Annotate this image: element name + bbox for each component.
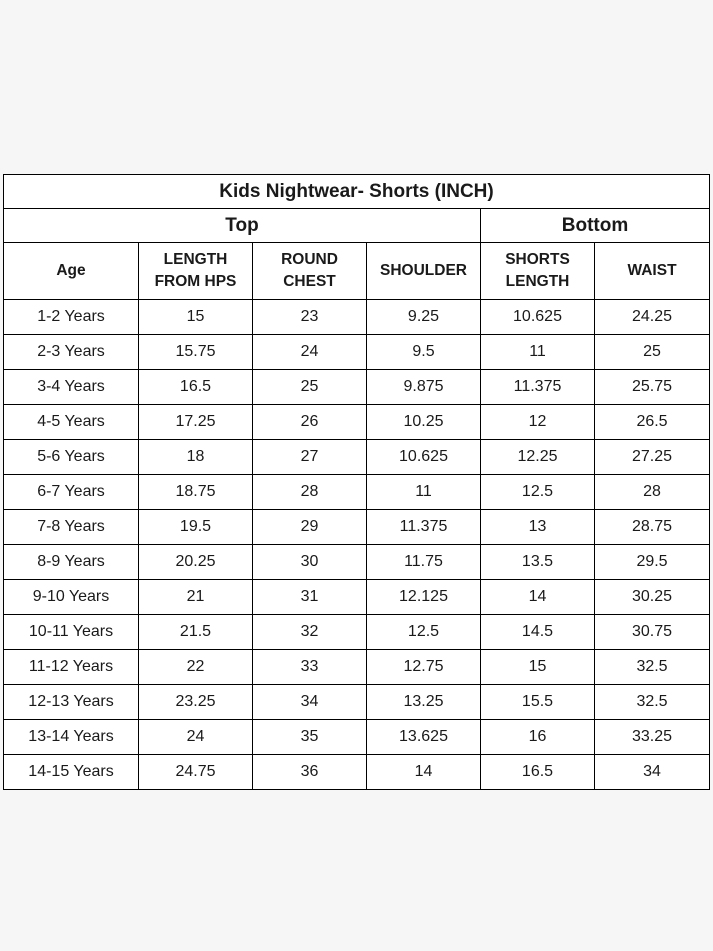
cell-chest: 27: [253, 440, 367, 475]
cell-age: 8-9 Years: [4, 545, 139, 580]
cell-length: 17.25: [139, 405, 253, 440]
cell-shorts-length: 11.375: [481, 370, 595, 405]
cell-shorts-length: 10.625: [481, 300, 595, 335]
cell-shoulder: 12.75: [367, 650, 481, 685]
cell-age: 9-10 Years: [4, 580, 139, 615]
cell-shorts-length: 14: [481, 580, 595, 615]
cell-length: 21.5: [139, 615, 253, 650]
cell-shorts-length: 12: [481, 405, 595, 440]
cell-waist: 25.75: [595, 370, 710, 405]
table-row: [4, 335, 710, 370]
cell-waist: 32.5: [595, 685, 710, 720]
cell-shoulder: 11: [367, 475, 481, 510]
cell-chest: 24: [253, 335, 367, 370]
size-chart-table: [3, 174, 710, 790]
group-row: [4, 209, 710, 243]
table-row: [4, 405, 710, 440]
table-title: Kids Nightwear- Shorts (INCH): [4, 175, 710, 209]
cell-length: 20.25: [139, 545, 253, 580]
cell-shoulder: 14: [367, 755, 481, 790]
cell-shoulder: 11.375: [367, 510, 481, 545]
table-row: [4, 720, 710, 755]
header-length-from-hps: [139, 243, 253, 300]
cell-age: 12-13 Years: [4, 685, 139, 720]
cell-chest: 29: [253, 510, 367, 545]
cell-waist: 25: [595, 335, 710, 370]
header-shorts-line1: SHORTS: [505, 251, 570, 268]
cell-waist: 30.75: [595, 615, 710, 650]
cell-age: 4-5 Years: [4, 405, 139, 440]
cell-length: 23.25: [139, 685, 253, 720]
cell-age: 14-15 Years: [4, 755, 139, 790]
table-row: [4, 755, 710, 790]
cell-chest: 26: [253, 405, 367, 440]
header-chest-line2: CHEST: [283, 273, 336, 290]
cell-shorts-length: 12.25: [481, 440, 595, 475]
title-row: [4, 175, 710, 209]
cell-shoulder: 12.5: [367, 615, 481, 650]
table-row: [4, 580, 710, 615]
cell-chest: 36: [253, 755, 367, 790]
table-row: [4, 370, 710, 405]
cell-shorts-length: 14.5: [481, 615, 595, 650]
cell-shoulder: 9.5: [367, 335, 481, 370]
cell-chest: 33: [253, 650, 367, 685]
table-row: [4, 475, 710, 510]
cell-chest: 32: [253, 615, 367, 650]
cell-shoulder: 9.25: [367, 300, 481, 335]
header-age-label: Age: [56, 262, 86, 279]
cell-shorts-length: 16.5: [481, 755, 595, 790]
table-row: [4, 685, 710, 720]
cell-length: 21: [139, 580, 253, 615]
cell-shorts-length: 13.5: [481, 545, 595, 580]
header-shoulder-label: SHOULDER: [380, 262, 467, 279]
cell-shoulder: 10.25: [367, 405, 481, 440]
cell-chest: 35: [253, 720, 367, 755]
header-shorts-line2: LENGTH: [505, 273, 570, 290]
cell-chest: 34: [253, 685, 367, 720]
cell-shorts-length: 15.5: [481, 685, 595, 720]
cell-waist: 28.75: [595, 510, 710, 545]
cell-length: 18: [139, 440, 253, 475]
table-row: [4, 615, 710, 650]
table-row: [4, 510, 710, 545]
cell-shoulder: 10.625: [367, 440, 481, 475]
cell-waist: 30.25: [595, 580, 710, 615]
header-chest-line1: ROUND: [281, 251, 338, 268]
table-row: [4, 545, 710, 580]
cell-waist: 26.5: [595, 405, 710, 440]
cell-waist: 32.5: [595, 650, 710, 685]
cell-chest: 31: [253, 580, 367, 615]
cell-shoulder: 13.625: [367, 720, 481, 755]
header-length-line1: LENGTH: [163, 251, 228, 268]
cell-length: 24: [139, 720, 253, 755]
cell-chest: 30: [253, 545, 367, 580]
cell-length: 24.75: [139, 755, 253, 790]
cell-age: 10-11 Years: [4, 615, 139, 650]
cell-age: 2-3 Years: [4, 335, 139, 370]
header-shoulder: [367, 243, 481, 300]
cell-chest: 28: [253, 475, 367, 510]
header-length-line2: FROM HPS: [154, 273, 237, 290]
cell-shorts-length: 11: [481, 335, 595, 370]
header-age: [4, 243, 139, 300]
cell-age: 5-6 Years: [4, 440, 139, 475]
cell-age: 6-7 Years: [4, 475, 139, 510]
cell-shoulder: 11.75: [367, 545, 481, 580]
cell-waist: 29.5: [595, 545, 710, 580]
cell-length: 16.5: [139, 370, 253, 405]
cell-length: 19.5: [139, 510, 253, 545]
table-row: [4, 650, 710, 685]
cell-length: 22: [139, 650, 253, 685]
cell-age: 13-14 Years: [4, 720, 139, 755]
cell-shoulder: 12.125: [367, 580, 481, 615]
table-row: [4, 300, 710, 335]
header-shorts-length: [481, 243, 595, 300]
cell-waist: 34: [595, 755, 710, 790]
header-round-chest: [253, 243, 367, 300]
header-waist: [595, 243, 710, 300]
cell-length: 18.75: [139, 475, 253, 510]
cell-waist: 24.25: [595, 300, 710, 335]
cell-waist: 28: [595, 475, 710, 510]
cell-age: 11-12 Years: [4, 650, 139, 685]
cell-waist: 27.25: [595, 440, 710, 475]
cell-age: 3-4 Years: [4, 370, 139, 405]
cell-shoulder: 13.25: [367, 685, 481, 720]
cell-age: 1-2 Years: [4, 300, 139, 335]
size-chart-container: [3, 174, 710, 790]
group-top: Top: [4, 209, 481, 243]
cell-shorts-length: 13: [481, 510, 595, 545]
table-row: [4, 440, 710, 475]
column-header-row: [4, 243, 710, 300]
group-bottom: Bottom: [481, 209, 710, 243]
header-waist-label: WAIST: [627, 262, 677, 279]
cell-shorts-length: 12.5: [481, 475, 595, 510]
cell-shorts-length: 16: [481, 720, 595, 755]
cell-shorts-length: 15: [481, 650, 595, 685]
table-body: [4, 300, 710, 790]
cell-length: 15.75: [139, 335, 253, 370]
cell-age: 7-8 Years: [4, 510, 139, 545]
cell-shoulder: 9.875: [367, 370, 481, 405]
cell-chest: 23: [253, 300, 367, 335]
cell-chest: 25: [253, 370, 367, 405]
cell-length: 15: [139, 300, 253, 335]
cell-waist: 33.25: [595, 720, 710, 755]
